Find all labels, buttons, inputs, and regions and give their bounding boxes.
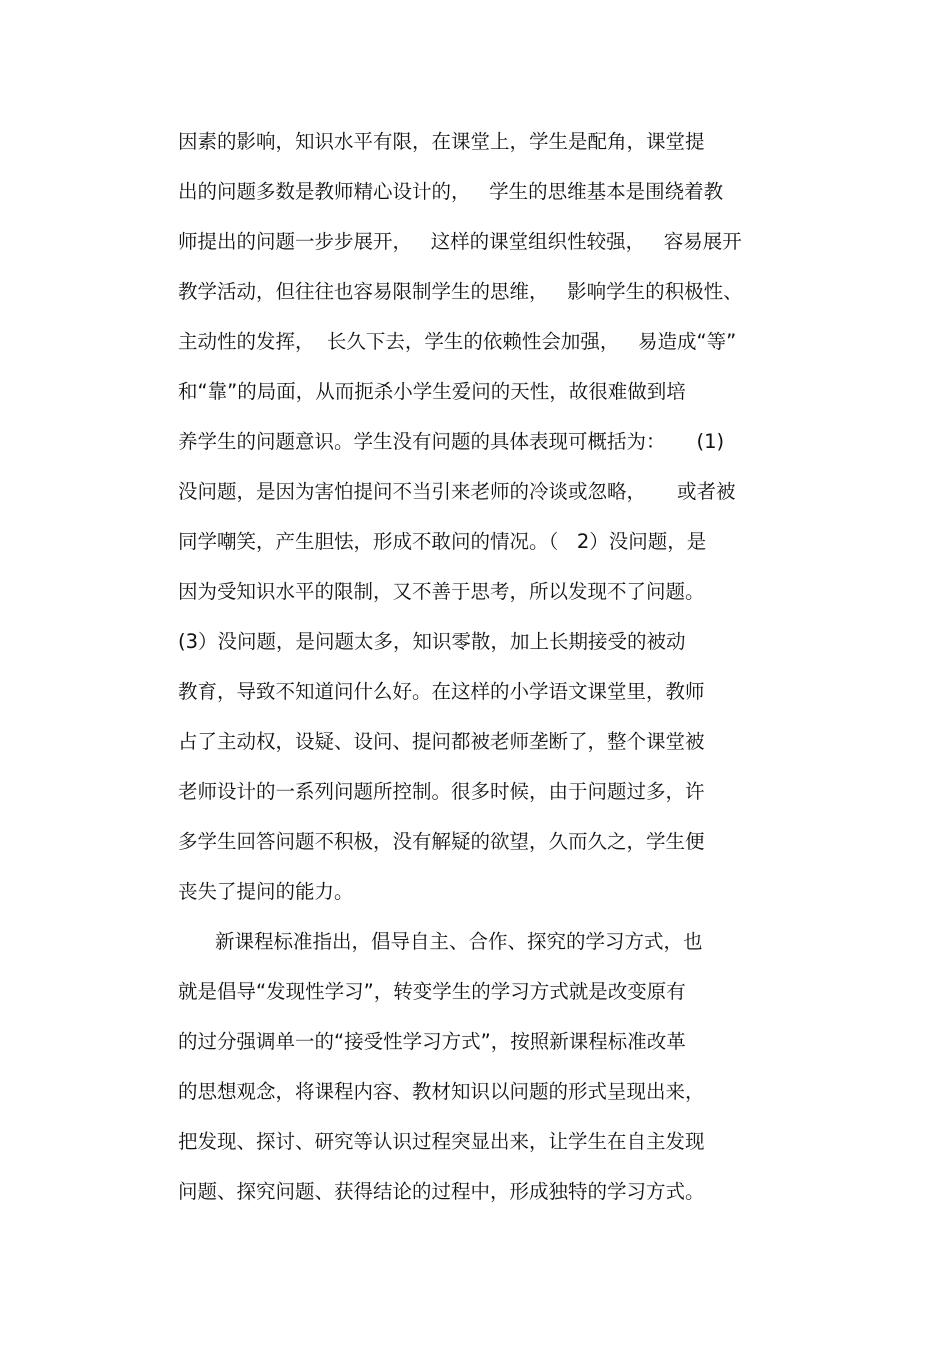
paragraph-1-line-6: 和“靠”的局面，从而扼杀小学生爱问的天性，故很难做到培 xyxy=(178,380,686,403)
paragraph-2-line-6: 问题、探究问题、获得结论的过程中，形成独特的学习方式。 xyxy=(178,1180,705,1203)
paragraph-2-line-2: 就是倡导“发现性学习”，转变学生的学习方式就是改变原有 xyxy=(178,980,686,1003)
paragraph-2-line-3: 的过分强调单一的“接受性学习方式”，按照新课程标准改革 xyxy=(178,1030,686,1053)
paragraph-1-line-9: 同学嘲笑，产生胆怯，形成不敢问的情况。（ 2）没问题，是 xyxy=(178,530,707,553)
paragraph-1-line-10: 因为受知识水平的限制，又不善于思考，所以发现不了问题。 xyxy=(178,580,705,603)
paragraph-1-line-14: 老师设计的一系列问题所控制。很多时候，由于问题过多，许 xyxy=(178,780,705,803)
paragraph-1-line-1: 因素的影响，知识水平有限，在课堂上，学生是配角，课堂提 xyxy=(178,130,705,153)
paragraph-1-line-2: 出的问题多数是教师精心设计的， 学生的思维基本是围绕着教 xyxy=(178,180,724,203)
paragraph-1-line-8: 没问题，是因为害怕提问不当引来老师的冷谈或忽略， 或者被 xyxy=(178,480,736,503)
paragraph-2-line-5: 把发现、探讨、研究等认识过程突显出来，让学生在自主发现 xyxy=(178,1130,705,1153)
paragraph-1-line-12: 教育，导致不知道问什么好。在这样的小学语文课堂里，教师 xyxy=(178,680,705,703)
paragraph-1-line-11: (3）没问题，是问题太多，知识零散，加上长期接受的被动 xyxy=(178,630,686,653)
paragraph-1-line-16: 丧失了提问的能力。 xyxy=(178,880,354,903)
paragraph-2-line-4: 的思想观念，将课程内容、教材知识以问题的形式呈现出来， xyxy=(178,1080,705,1103)
paragraph-1-line-13: 占了主动权，设疑、设问、提问都被老师垄断了，整个课堂被 xyxy=(178,730,705,753)
paragraph-1-line-7: 养学生的问题意识。学生没有问题的具体表现可概括为： (1) xyxy=(178,430,725,453)
paragraph-1-line-5: 主动性的发挥， 长久下去，学生的依赖性会加强， 易造成“等” xyxy=(178,330,737,353)
paragraph-2-line-1: 新课程标准指出，倡导自主、合作、探究的学习方式，也 xyxy=(215,930,703,953)
paragraph-1-line-3: 师提出的问题一步步展开， 这样的课堂组织性较强， 容易展开 xyxy=(178,230,742,253)
paragraph-1-line-4: 教学活动，但往往也容易限制学生的思维， 影响学生的积极性、 xyxy=(178,280,743,303)
paragraph-1-line-15: 多学生回答问题不积极，没有解疑的欲望，久而久之，学生便 xyxy=(178,830,705,853)
